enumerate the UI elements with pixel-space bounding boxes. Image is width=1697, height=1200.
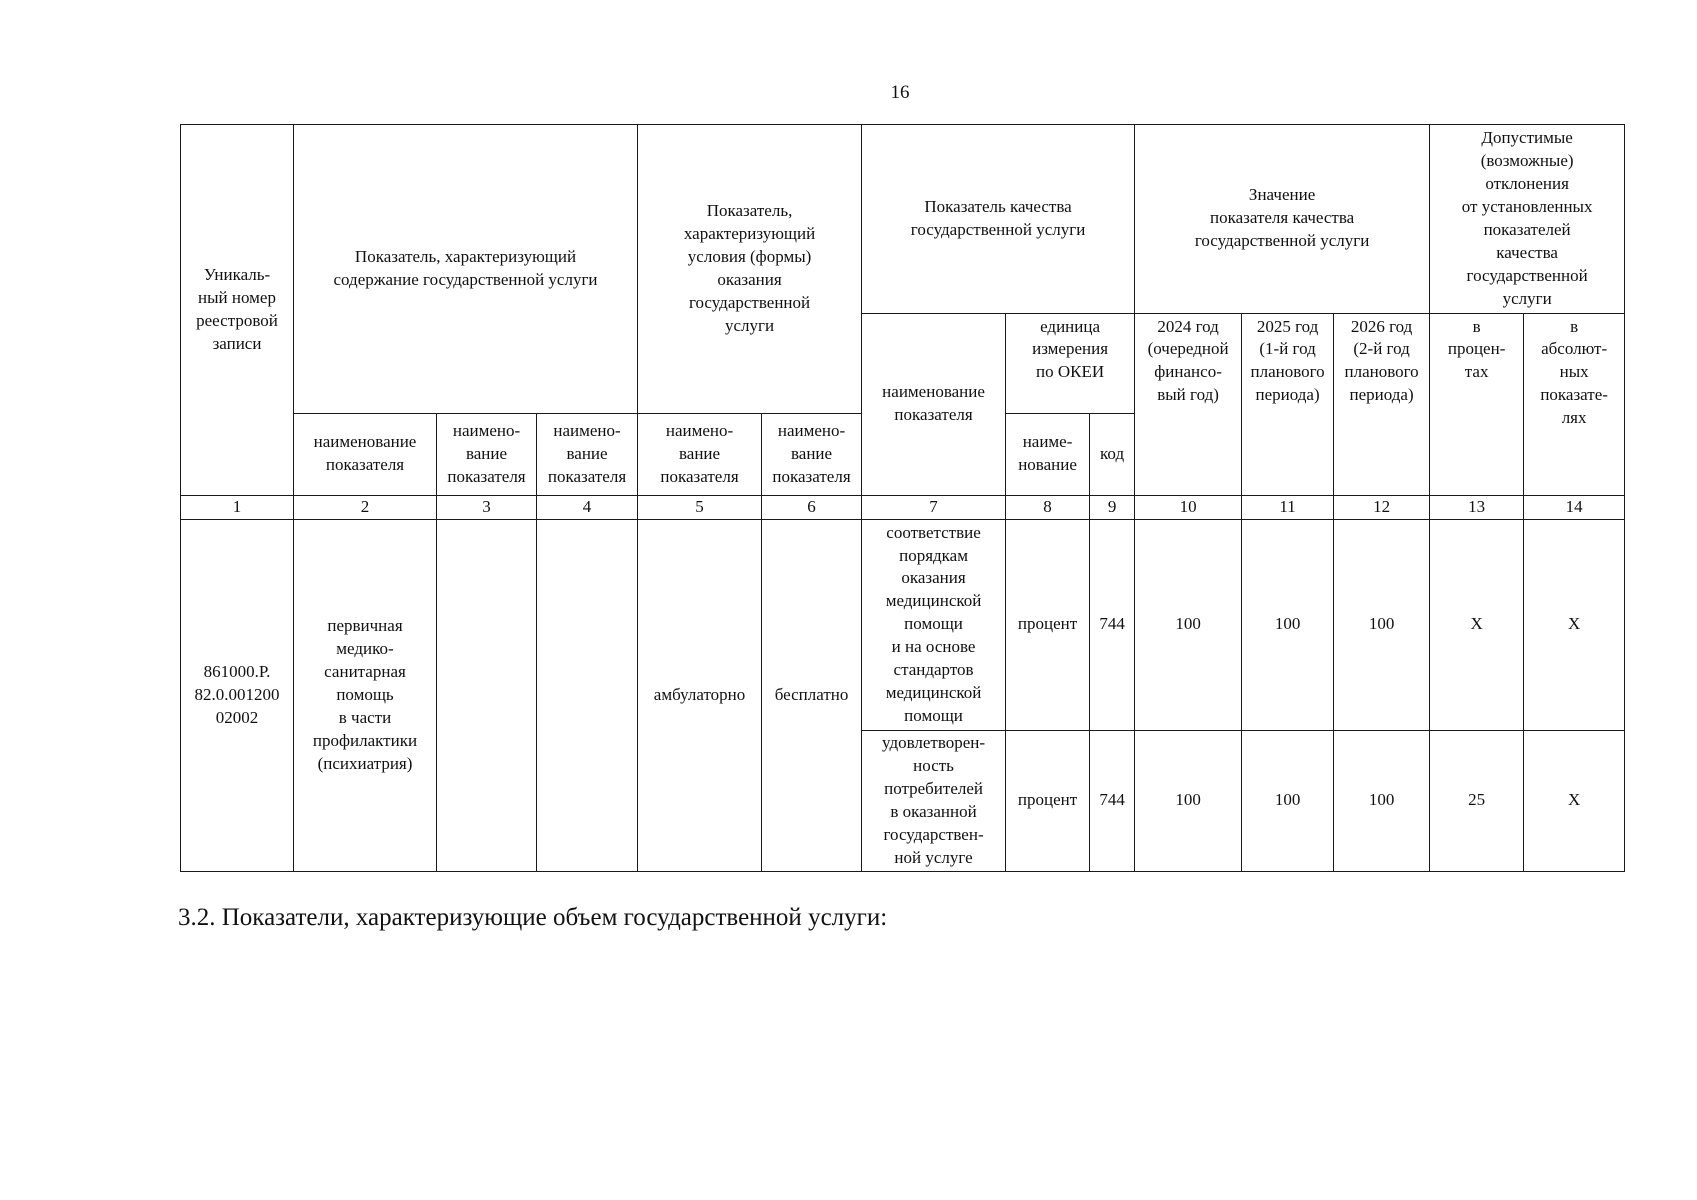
header-sub-name-col6: наимено- вание показателя [762,413,862,495]
header-sub-name-col2: наименование показателя [294,413,437,495]
record-value-2025: 100 [1242,520,1334,731]
column-number: 1 [181,495,294,519]
column-number: 7 [862,495,1006,519]
column-number-row [181,495,1625,519]
column-number: 9 [1090,495,1135,519]
section-title: 3.2. Показатели, характеризующие объем государственной услуги: [178,904,888,931]
record-value-2024: 100 [1135,730,1242,871]
column-number: 10 [1135,495,1242,519]
record-deviation-absolute: Х [1524,730,1625,871]
header-unique-number: Уникаль- ный номер реестровой записи [181,125,294,496]
table-row [181,520,1625,731]
record-deviation-absolute: Х [1524,520,1625,731]
column-number: 8 [1006,495,1090,519]
record-value-2026: 100 [1334,730,1430,871]
record-indicator: удовлетворен- ность потребителей в оказанной государствен- ной услуге [862,730,1006,871]
record-empty-col3 [437,520,537,872]
record-unique-number: 861000.Р. 82.0.001200 02002 [181,520,294,872]
record-deviation-percent: 25 [1430,730,1524,871]
record-value-2025: 100 [1242,730,1334,871]
record-condition-form: амбулаторно [638,520,762,872]
header-in-absolute: в абсолют- ных показате- лях [1524,313,1625,495]
column-number: 3 [437,495,537,519]
quality-indicators-table [180,124,1625,872]
column-number: 5 [638,495,762,519]
header-quality-indicator: Показатель качества государственной услуги [862,125,1135,314]
record-unit-name: процент [1006,520,1090,731]
record-value-2026: 100 [1334,520,1430,731]
record-deviation-percent: Х [1430,520,1524,731]
record-value-2024: 100 [1135,520,1242,731]
header-conditions-indicator: Показатель, характеризующий условия (формы) оказания государственной услуги [638,125,862,414]
record-empty-col4 [537,520,638,872]
column-number: 4 [537,495,638,519]
header-sub-name-col5: наимено- вание показателя [638,413,762,495]
header-indicator-name: наименование показателя [862,313,1006,495]
header-allowed-deviation: Допустимые (возможные) отклонения от установленных показателей качества государственной услуги [1430,125,1625,314]
column-number: 6 [762,495,862,519]
header-content-indicator: Показатель, характеризующий содержание государственной услуги [294,125,638,414]
header-year-2025: 2025 год (1-й год планового периода) [1242,313,1334,495]
record-condition-payment: бесплатно [762,520,862,872]
header-unit-code: код [1090,413,1135,495]
record-unit-code: 744 [1090,730,1135,871]
record-content: первичная медико- санитарная помощь в части профилактики (психиатрия) [294,520,437,872]
header-year-2026: 2026 год (2-й год планового периода) [1334,313,1430,495]
record-indicator: соответствие порядкам оказания медицинской помощи и на основе стандартов медицинской помощи [862,520,1006,731]
header-year-2024: 2024 год (очередной финансо- вый год) [1135,313,1242,495]
column-number: 2 [294,495,437,519]
header-measure-unit: единица измерения по ОКЕИ [1006,313,1135,413]
column-number: 11 [1242,495,1334,519]
header-unit-name: наиме- нование [1006,413,1090,495]
column-number: 13 [1430,495,1524,519]
header-sub-name-col4: наимено- вание показателя [537,413,638,495]
column-number: 14 [1524,495,1625,519]
record-unit-code: 744 [1090,520,1135,731]
header-quality-value: Значение показателя качества государственной услуги [1135,125,1430,314]
page-number: 16 [890,82,910,103]
header-row-top [181,125,1625,314]
header-in-percent: в процен- тах [1430,313,1524,495]
header-sub-name-col3: наимено- вание показателя [437,413,537,495]
record-unit-name: процент [1006,730,1090,871]
column-number: 12 [1334,495,1430,519]
